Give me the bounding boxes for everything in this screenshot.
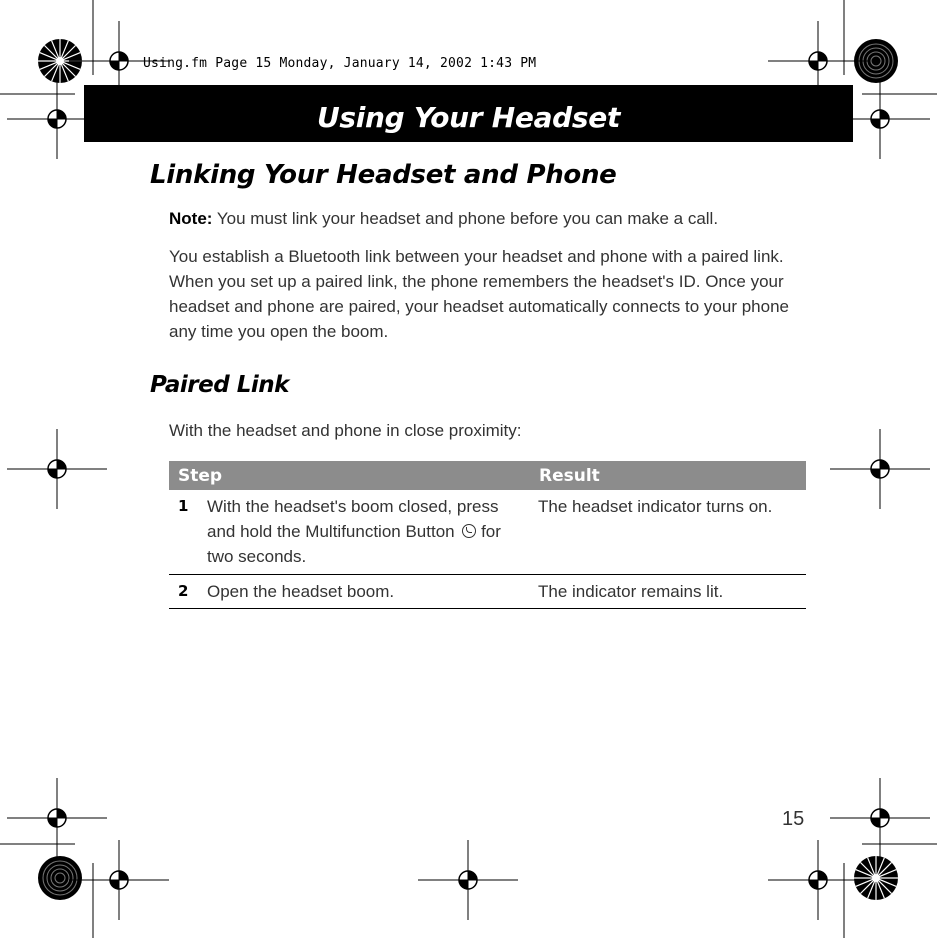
step-result: The headset indicator turns on.	[530, 490, 806, 575]
page-number: 15	[782, 808, 805, 830]
step-action	[200, 490, 530, 575]
table-row	[169, 575, 806, 609]
note-text: You must link your headset and phone before you can make a call.	[212, 209, 719, 228]
section-title: Linking Your Headset and Phone	[150, 160, 617, 190]
print-header: Using.fm Page 15 Monday, January 14, 2002 1:43 PM	[143, 56, 537, 71]
note-label: Note:	[169, 209, 213, 228]
paragraph: You establish a Bluetooth link between your headset and phone with a paired link. When you set up a paired link, the phone remembers the headset's ID. Once your headset and phone are paired, your headset automatically connects to your phone any time you open the boom.	[169, 247, 789, 341]
step-action-text-end: for two seconds.	[207, 522, 501, 566]
step-number: 1	[169, 490, 200, 575]
result-header: Result	[539, 465, 600, 486]
step-action-text: With the headset's boom closed, press and hold the Multifunction Button	[207, 497, 499, 541]
step-action: Open the headset boom.	[200, 575, 530, 609]
multifunction-button-icon	[462, 524, 476, 538]
step-header: Step	[178, 465, 223, 486]
subsection-title: Paired Link	[150, 372, 289, 398]
steps-table	[169, 461, 806, 609]
chapter-title-bar	[84, 85, 853, 142]
intro-text: With the headset and phone in close proximity:	[169, 421, 522, 440]
table-header-row	[169, 461, 806, 490]
table-row	[169, 490, 806, 575]
step-result: The indicator remains lit.	[530, 575, 806, 609]
chapter-title: Using Your Headset	[316, 101, 621, 134]
step-number: 2	[169, 575, 200, 609]
note	[169, 206, 718, 231]
